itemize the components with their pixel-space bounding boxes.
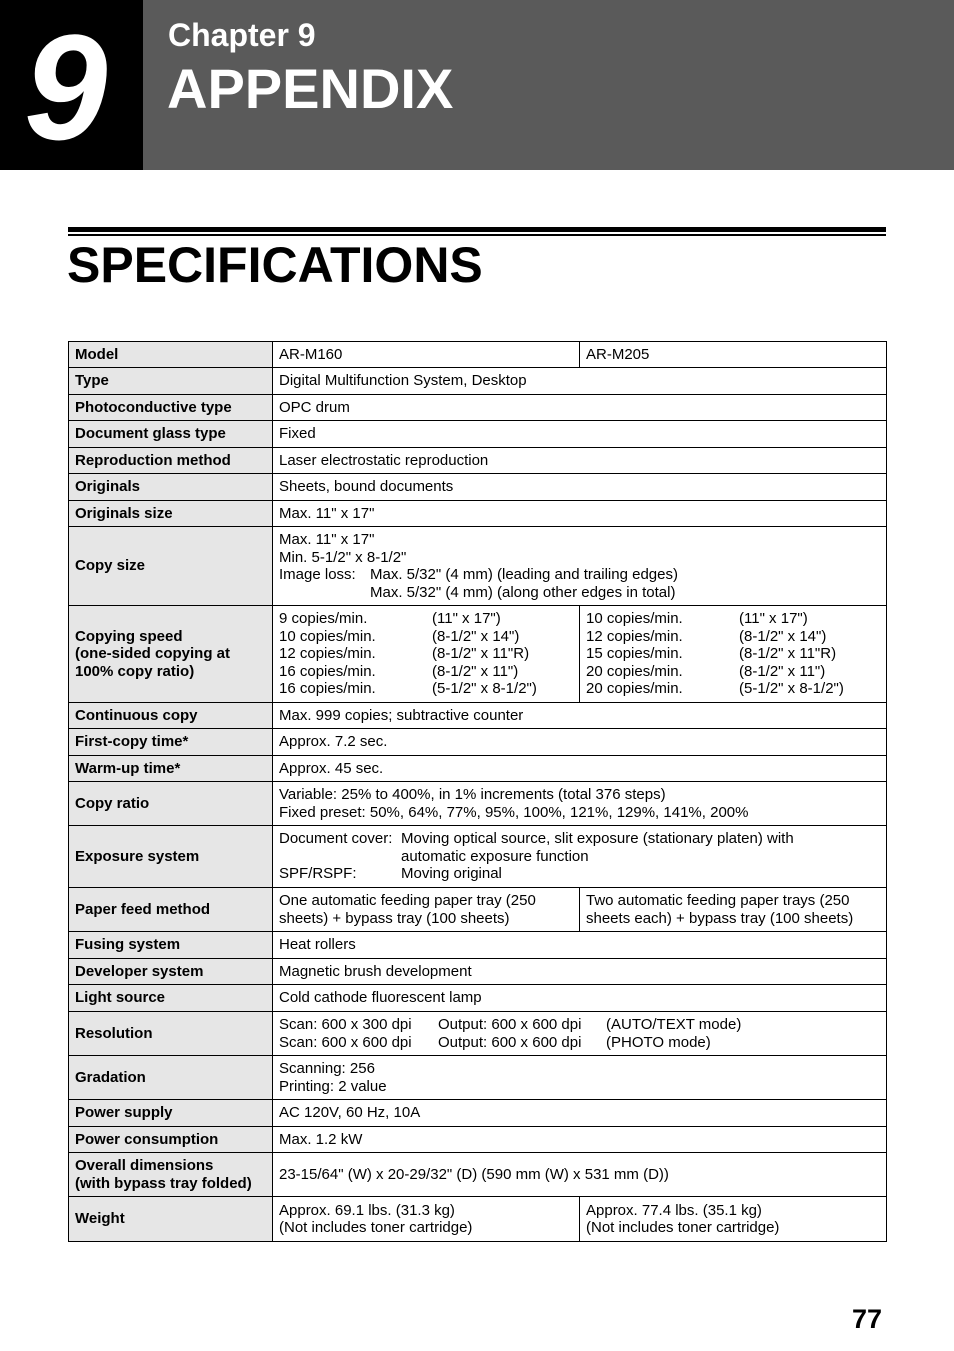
- table-row-copy-ratio: [69, 782, 887, 826]
- row-label: [69, 606, 273, 703]
- table-row-type: [69, 368, 887, 395]
- row-value: Approx. 45 sec.: [273, 756, 887, 782]
- table-row-paper-feed: [69, 888, 887, 932]
- row-label: Originals size: [69, 501, 273, 527]
- list-item: [279, 1034, 880, 1052]
- list-item: [586, 645, 880, 663]
- row-label: Resolution: [69, 1012, 273, 1056]
- list-item: [279, 1016, 880, 1034]
- table-row-dimensions: [69, 1153, 887, 1197]
- exposure-value-cont: automatic exposure function: [401, 847, 589, 865]
- list-item: [586, 628, 880, 646]
- exposure-value: Moving original: [401, 865, 502, 883]
- gradation-printing: Printing: 2 value: [279, 1077, 387, 1095]
- list-item: [279, 645, 573, 663]
- speed-size: (11" x 17"): [739, 610, 808, 628]
- row-label: Type: [69, 368, 273, 395]
- speed-size: (8-1/2" x 11"): [739, 662, 826, 680]
- copy-ratio-fixed: Fixed preset: 50%, 64%, 77%, 95%, 100%, 121%, 129%, 141%, 200%: [279, 803, 749, 821]
- resolution-mode: (PHOTO mode): [606, 1033, 711, 1051]
- row-label: Light source: [69, 985, 273, 1012]
- list-item: [279, 680, 573, 698]
- row-value: OPC drum: [273, 395, 887, 421]
- resolution-output: Output: 600 x 600 dpi: [438, 1016, 582, 1033]
- table-row-resolution: [69, 1012, 887, 1056]
- table-row-model: [69, 342, 887, 368]
- exposure-line-3: [279, 865, 880, 883]
- row-label: Fusing system: [69, 932, 273, 959]
- speed-rate: 20 copies/min.: [586, 662, 683, 680]
- row-value: Max. 11" x 17": [273, 501, 887, 527]
- row-label: First-copy time*: [69, 729, 273, 756]
- row-label: [69, 1153, 273, 1197]
- row-label: Originals: [69, 474, 273, 501]
- row-value: [273, 782, 887, 826]
- row-label: Reproduction method: [69, 448, 273, 474]
- table-row-power-consumption: [69, 1127, 887, 1153]
- speed-size: (11" x 17"): [432, 610, 501, 628]
- table-row-reproduction: [69, 448, 887, 474]
- row-value: AC 120V, 60 Hz, 10A: [273, 1100, 887, 1127]
- table-row-photoconductive: [69, 395, 887, 421]
- page-number: 77: [852, 1304, 883, 1334]
- row-value: Digital Multifunction System, Desktop: [273, 368, 887, 395]
- speed-rate: 12 copies/min.: [279, 645, 376, 663]
- resolution-scan: Scan: 600 x 300 dpi: [279, 1016, 412, 1033]
- list-item: [586, 610, 880, 628]
- gradation-scanning: Scanning: 256: [279, 1060, 375, 1077]
- table-row-exposure: [69, 826, 887, 888]
- list-item: [586, 680, 880, 698]
- copy-speed-b: [580, 606, 887, 703]
- chapter-number: 9: [24, 3, 104, 171]
- speed-size: (5-1/2" x 8-1/2"): [432, 680, 537, 698]
- row-value: [273, 826, 887, 888]
- list-item: [279, 610, 573, 628]
- chapter-number-block: [0, 0, 143, 170]
- chapter-header: [0, 0, 954, 170]
- copy-speed-label-2: (one-sided copying at: [75, 645, 231, 663]
- specifications-table: [68, 341, 887, 1242]
- table-row-fusing: [69, 932, 887, 959]
- speed-rate: 20 copies/min.: [586, 680, 683, 698]
- copy-size-max: Max. 11" x 17": [279, 531, 375, 548]
- copy-speed-label-3: 100% copy ratio): [75, 662, 195, 680]
- resolution-scan: Scan: 600 x 600 dpi: [279, 1033, 412, 1051]
- table-row-continuous: [69, 703, 887, 729]
- row-value: [273, 527, 887, 606]
- chapter-title: APPENDIX: [167, 57, 454, 120]
- exposure-key: SPF/RSPF:: [279, 865, 357, 883]
- copy-speed-label-1: Copying speed: [75, 627, 183, 645]
- paper-feed-b-2: sheets each) + bypass tray (100 sheets): [586, 909, 854, 927]
- copy-ratio-variable: Variable: 25% to 400%, in 1% increments (total 376 steps): [279, 786, 666, 803]
- paper-feed-b-1: Two automatic feeding paper trays (250: [586, 892, 850, 909]
- copy-speed-a: [273, 606, 580, 703]
- row-label: Document glass type: [69, 421, 273, 448]
- model-b: AR-M205: [580, 342, 887, 368]
- model-a: AR-M160: [273, 342, 580, 368]
- row-value: 23-15/64" (W) x 20-29/32" (D) (590 mm (W) x 531 mm (D)): [273, 1153, 887, 1197]
- table-row-power-supply: [69, 1100, 887, 1127]
- dimensions-label-1: Overall dimensions: [75, 1157, 214, 1174]
- speed-rate: 16 copies/min.: [279, 662, 376, 680]
- table-row-glass: [69, 421, 887, 448]
- row-value: Max. 999 copies; subtractive counter: [273, 703, 887, 729]
- row-label: Model: [69, 342, 273, 368]
- row-value: Fixed: [273, 421, 887, 448]
- weight-b: [580, 1197, 887, 1242]
- row-label: Photoconductive type: [69, 395, 273, 421]
- list-item: [586, 663, 880, 681]
- speed-rate: 16 copies/min.: [279, 680, 376, 698]
- dimensions-label-2: (with bypass tray folded): [75, 1174, 252, 1192]
- table-row-weight: [69, 1197, 887, 1242]
- weight-a: [273, 1197, 580, 1242]
- row-label: Power consumption: [69, 1127, 273, 1153]
- section-rule-thick: [68, 227, 886, 232]
- paper-feed-a-1: One automatic feeding paper tray (250: [279, 892, 536, 909]
- weight-a-2: (Not includes toner cartridge): [279, 1219, 473, 1236]
- row-value: Heat rollers: [273, 932, 887, 959]
- chapter-label: Chapter 9: [168, 17, 316, 53]
- row-label: Exposure system: [69, 826, 273, 888]
- table-row-gradation: [69, 1056, 887, 1100]
- speed-size: (8-1/2" x 14"): [739, 627, 827, 645]
- speed-size: (8-1/2" x 14"): [432, 627, 520, 645]
- table-row-first-copy: [69, 729, 887, 756]
- speed-rate: 15 copies/min.: [586, 645, 683, 663]
- row-label: Copy size: [69, 527, 273, 606]
- list-item: [279, 628, 573, 646]
- table-row-originals-size: [69, 501, 887, 527]
- row-value: Sheets, bound documents: [273, 474, 887, 501]
- row-label: Power supply: [69, 1100, 273, 1127]
- image-loss-label: Image loss:: [279, 566, 356, 583]
- row-label: Weight: [69, 1197, 273, 1242]
- weight-b-1: Approx. 77.4 lbs. (35.1 kg): [586, 1201, 762, 1219]
- list-item: [279, 663, 573, 681]
- table-row-warmup: [69, 756, 887, 782]
- image-loss-line: [279, 566, 880, 584]
- exposure-line-1: [279, 830, 880, 848]
- copy-size-min: Min. 5-1/2" x 8-1/2": [279, 548, 407, 566]
- row-label: Copy ratio: [69, 782, 273, 826]
- paper-feed-a: [273, 888, 580, 932]
- speed-rate: 10 copies/min.: [586, 610, 683, 628]
- section-title: SPECIFICATIONS: [67, 237, 483, 293]
- speed-rate: 12 copies/min.: [586, 627, 683, 645]
- speed-size: (5-1/2" x 8-1/2"): [739, 680, 844, 698]
- row-value: [273, 1012, 887, 1056]
- paper-feed-b: [580, 888, 887, 932]
- table-row-copy-size: [69, 527, 887, 606]
- exposure-key: Document cover:: [279, 830, 393, 848]
- speed-size: (8-1/2" x 11"): [432, 662, 519, 680]
- speed-size: (8-1/2" x 11"R): [739, 645, 837, 663]
- weight-b-2: (Not includes toner cartridge): [586, 1219, 780, 1236]
- weight-a-1: Approx. 69.1 lbs. (31.3 kg): [279, 1201, 455, 1219]
- row-value: Max. 1.2 kW: [273, 1127, 887, 1153]
- table-row-originals: [69, 474, 887, 501]
- table-row-copy-speed: [69, 606, 887, 703]
- row-value: Cold cathode fluorescent lamp: [273, 985, 887, 1012]
- speed-size: (8-1/2" x 11"R): [432, 645, 530, 663]
- paper-feed-a-2: sheets) + bypass tray (100 sheets): [279, 909, 510, 927]
- exposure-value: Moving optical source, slit exposure (stationary platen) with: [401, 830, 794, 848]
- row-label: Developer system: [69, 959, 273, 985]
- row-value: Laser electrostatic reproduction: [273, 448, 887, 474]
- row-label: Warm-up time*: [69, 756, 273, 782]
- image-loss-2: Max. 5/32" (4 mm) (along other edges in total): [370, 583, 676, 601]
- row-value: Magnetic brush development: [273, 959, 887, 985]
- row-value: [273, 1056, 887, 1100]
- section-rule-thin: [68, 234, 886, 236]
- row-label: Continuous copy: [69, 703, 273, 729]
- speed-rate: 10 copies/min.: [279, 627, 376, 645]
- table-row-light: [69, 985, 887, 1012]
- row-label: Paper feed method: [69, 888, 273, 932]
- resolution-mode: (AUTO/TEXT mode): [606, 1016, 742, 1033]
- row-value: Approx. 7.2 sec.: [273, 729, 887, 756]
- resolution-output: Output: 600 x 600 dpi: [438, 1033, 582, 1051]
- row-label: Gradation: [69, 1056, 273, 1100]
- image-loss-1: Max. 5/32" (4 mm) (leading and trailing edges): [370, 566, 678, 583]
- speed-rate: 9 copies/min.: [279, 610, 368, 628]
- table-row-developer: [69, 959, 887, 985]
